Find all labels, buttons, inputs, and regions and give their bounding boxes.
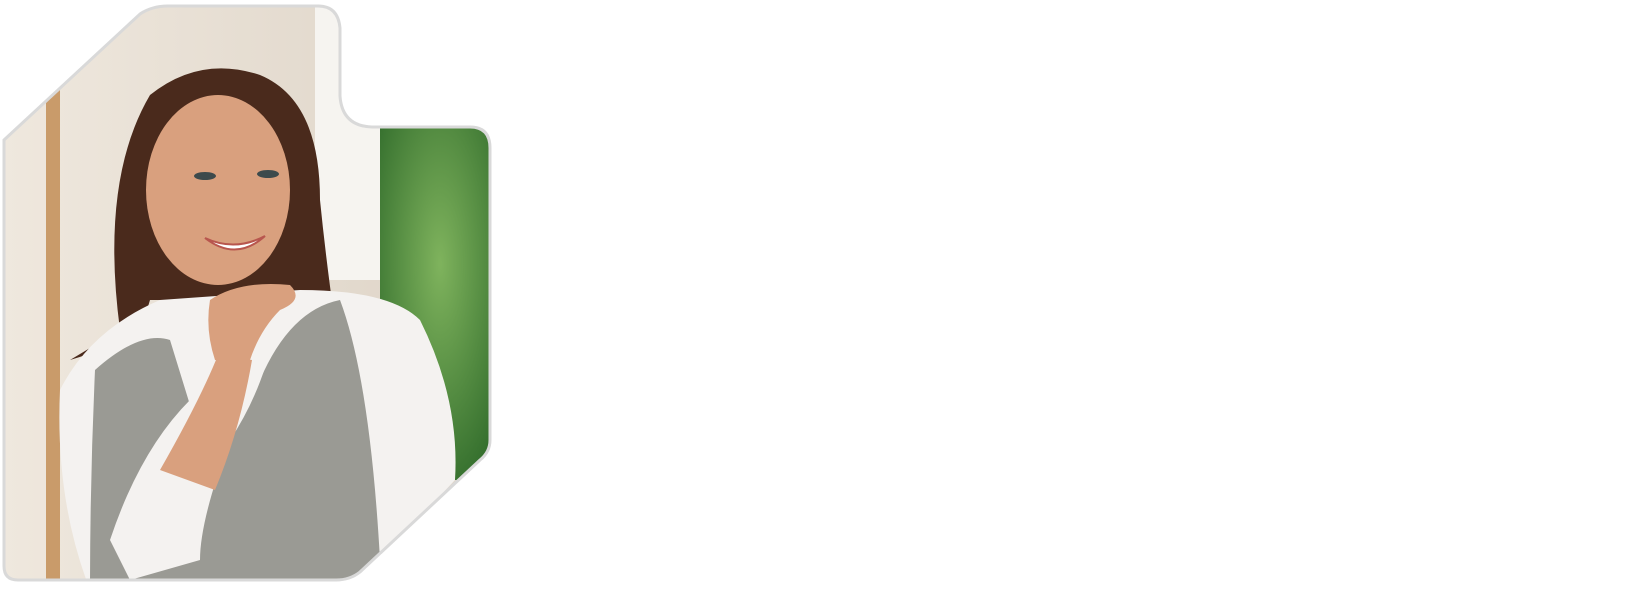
face [146,95,290,285]
portrait-photo [0,0,500,590]
door-frame [46,90,60,580]
window-frame [315,0,385,280]
left-eye [194,172,216,180]
right-eye [257,170,279,178]
